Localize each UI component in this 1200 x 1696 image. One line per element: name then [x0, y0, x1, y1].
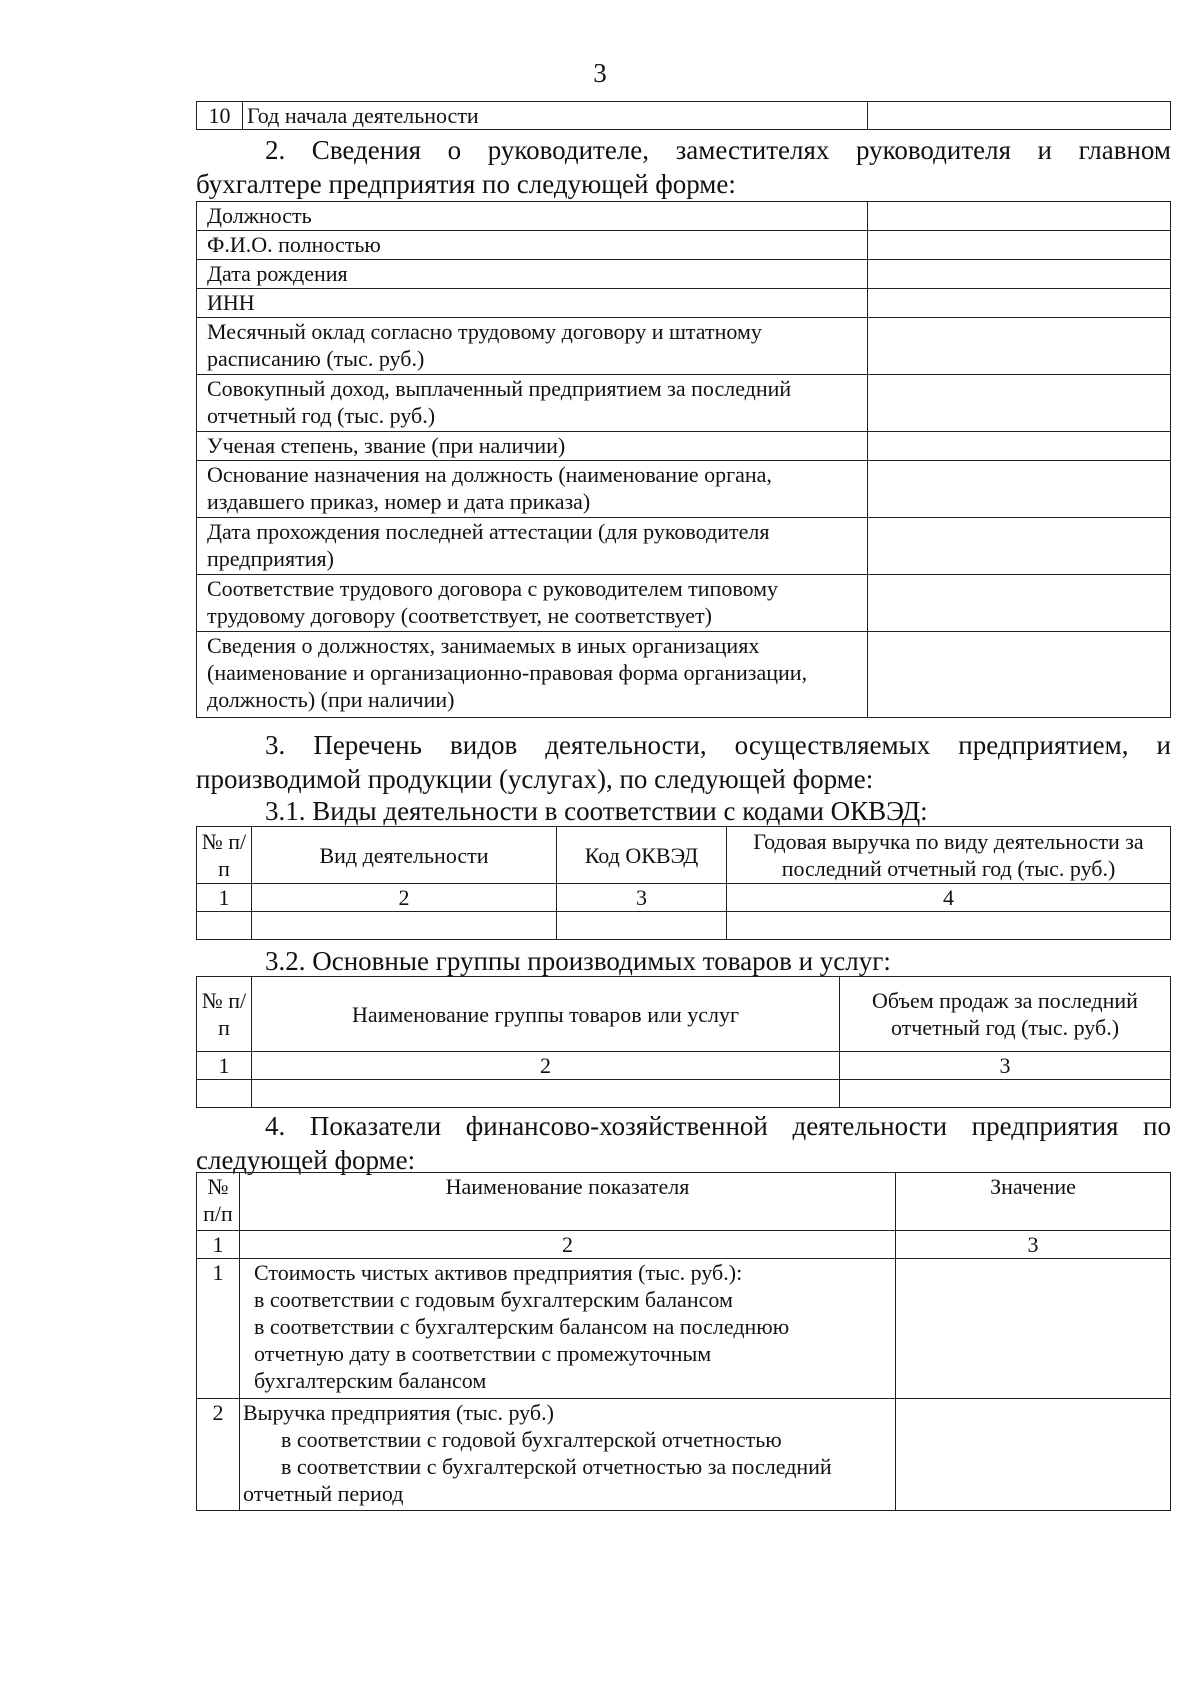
section2-row-birth-date: Дата рождения — [197, 260, 868, 289]
section2-heading — [196, 133, 1171, 201]
section2-row-monthly-salary: Месячный оклад согласно трудовому договору и штатному расписанию (тыс. руб.) — [197, 318, 868, 375]
row10-table — [196, 101, 1171, 130]
section32-empty-cell — [840, 1080, 1171, 1108]
section32-header-sales: Объем продаж за последний отчетный год (тыс. руб.) — [840, 977, 1171, 1052]
section4-header-indicator: Наименование показателя — [240, 1173, 896, 1231]
section32-empty-cell — [252, 1080, 840, 1108]
section31-header-okved: Код ОКВЭД — [557, 827, 727, 884]
section2-row-academic-degree: Ученая степень, звание (при наличии) — [197, 432, 868, 461]
section4-row2-number: 2 — [197, 1399, 240, 1511]
section4-row2-value — [896, 1399, 1171, 1511]
section32-title: 3.2. Основные группы производимых товаров и услуг: — [265, 946, 891, 976]
section2-value-cell — [868, 289, 1171, 318]
section2-row-full-name: Ф.И.О. полностью — [197, 231, 868, 260]
section4-heading-line2: следующей форме: — [196, 1145, 416, 1175]
section4-col-number: 1 — [197, 1231, 240, 1259]
section4-col-number: 3 — [896, 1231, 1171, 1259]
section32-header-group: Наименование группы товаров или услуг — [252, 977, 840, 1052]
section2-value-cell — [868, 260, 1171, 289]
section2-heading-line2: бухгалтере предприятия по следующей форме: — [196, 169, 736, 199]
section4-row1-value — [896, 1259, 1171, 1399]
section2-table — [196, 201, 1171, 718]
section2-row-position: Должность — [197, 202, 868, 231]
section2-value-cell — [868, 318, 1171, 375]
section32-table — [196, 976, 1171, 1108]
section4-row1-indicator — [240, 1259, 896, 1399]
section32-col-number: 2 — [252, 1052, 840, 1080]
section31-title: 3.1. Виды деятельности в соответствии с кодами ОКВЭД: — [265, 796, 928, 826]
section2-row-other-positions: Сведения о должностях, занимаемых в иных организациях (наименование и организационно-правовая форма организации, должность) (при наличии) — [197, 632, 868, 718]
section2-row-attestation-date: Дата прохождения последней аттестации (для руководителя предприятия) — [197, 518, 868, 575]
section32-empty-cell — [197, 1080, 252, 1108]
section4-row2-indicator — [240, 1399, 896, 1511]
section31-empty-cell — [197, 912, 252, 940]
section2-value-cell — [868, 518, 1171, 575]
section31-empty-cell — [252, 912, 557, 940]
section31-col-number: 4 — [727, 884, 1171, 912]
section31-empty-cell — [727, 912, 1171, 940]
section2-row-total-income: Совокупный доход, выплаченный предприятием за последний отчетный год (тыс. руб.) — [197, 375, 868, 432]
section4-row2-line: в соответствии с бухгалтерской отчетностью за последний — [281, 1454, 832, 1479]
section31-col-number: 1 — [197, 884, 252, 912]
section3-heading-line1: 3. Перечень видов деятельности, осуществляемых предприятием, и — [265, 730, 1171, 760]
section2-value-cell — [868, 375, 1171, 432]
section31-header-activity: Вид деятельности — [252, 827, 557, 884]
section4-row2-line: в соответствии с годовой бухгалтерской отчетностью — [281, 1427, 782, 1452]
section32-col-number: 3 — [840, 1052, 1171, 1080]
section4-col-number: 2 — [240, 1231, 896, 1259]
section4-row1-line: в соответствии с бухгалтерским балансом на последнюю — [254, 1314, 790, 1339]
section32-col-number: 1 — [197, 1052, 252, 1080]
section2-value-cell — [868, 461, 1171, 518]
section31-header-number: № п/п — [197, 827, 252, 884]
section31-col-number: 2 — [252, 884, 557, 912]
section4-heading — [196, 1109, 1171, 1177]
section2-row-inn: ИНН — [197, 289, 868, 318]
section4-row1-line: отчетную дату в соответствии с промежуточным — [254, 1341, 712, 1366]
section2-heading-line1: 2. Сведения о руководителе, заместителях руководителя и главном — [265, 135, 1171, 165]
section2-value-cell — [868, 231, 1171, 260]
section2-row-appointment-basis: Основание назначения на должность (наименование органа, издавшего приказ, номер и дата приказа) — [197, 461, 868, 518]
row10-value-cell — [868, 102, 1171, 130]
section2-value-cell — [868, 432, 1171, 461]
section2-row-contract-compliance: Соответствие трудового договора с руководителем типовому трудовому договору (соответствует, не соответствует) — [197, 575, 868, 632]
section2-value-cell — [868, 632, 1171, 718]
section31-col-number: 3 — [557, 884, 727, 912]
section4-row2-line: отчетный период — [243, 1481, 404, 1506]
section2-value-cell — [868, 575, 1171, 632]
page-number: 3 — [593, 58, 607, 88]
section4-row1-line: бухгалтерским балансом — [254, 1368, 487, 1393]
section2-value-cell — [868, 202, 1171, 231]
section4-heading-line1: 4. Показатели финансово-хозяйственной деятельности предприятия по — [265, 1111, 1171, 1141]
row10-number: 10 — [197, 102, 243, 130]
section3-heading — [196, 728, 1171, 796]
section3-heading-line2: производимой продукции (услугах), по следующей форме: — [196, 764, 874, 794]
row10-label: Год начала деятельности — [243, 102, 868, 130]
section4-header-number: № п/п — [197, 1173, 240, 1231]
section31-empty-cell — [557, 912, 727, 940]
section31-table — [196, 826, 1171, 940]
section4-row1-number: 1 — [197, 1259, 240, 1399]
section4-row1-line: в соответствии с годовым бухгалтерским балансом — [254, 1287, 733, 1312]
section4-table — [196, 1172, 1171, 1511]
section4-row2-line: Выручка предприятия (тыс. руб.) — [243, 1400, 554, 1425]
section4-row1-line: Стоимость чистых активов предприятия (тыс. руб.): — [254, 1260, 743, 1285]
section32-header-number: № п/п — [197, 977, 252, 1052]
section31-header-revenue: Годовая выручка по виду деятельности за последний отчетный год (тыс. руб.) — [727, 827, 1171, 884]
section4-header-value: Значение — [896, 1173, 1171, 1231]
